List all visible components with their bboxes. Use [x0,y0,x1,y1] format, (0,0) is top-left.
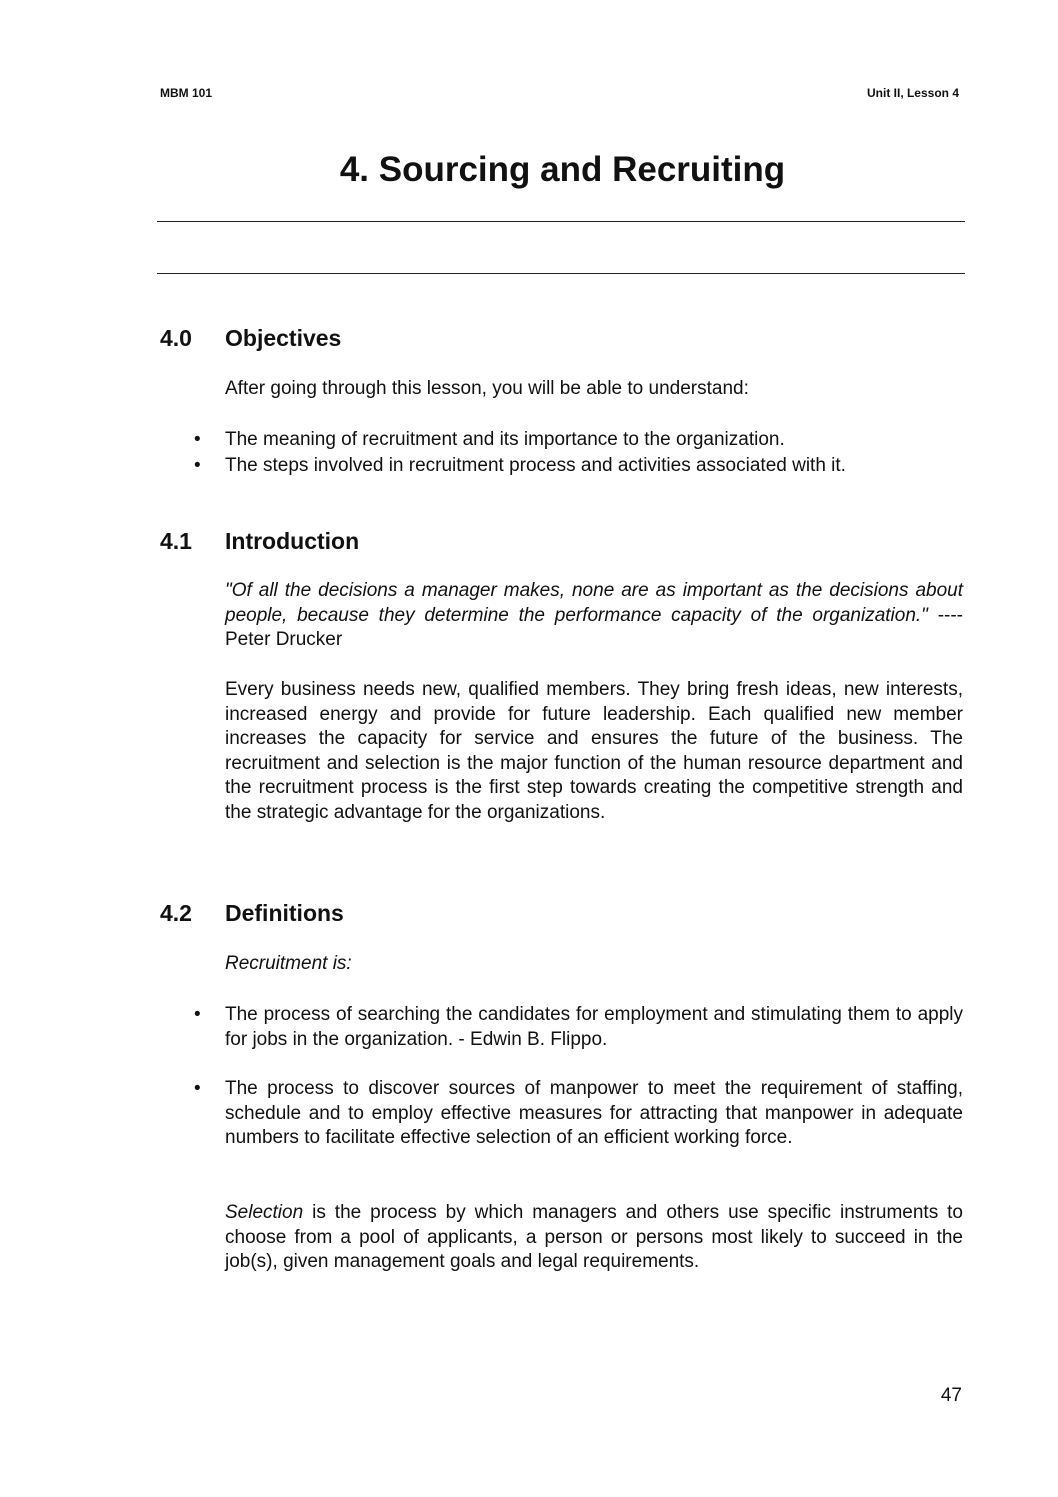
definition-bullet-2: The process to discover sources of manpower to meet the requirement of staffing, schedule and to employ effective measures for attracting that manpower in adequate numbers to facilitate effective selection of an efficient working force. [225,1078,963,1148]
section-title-introduction: Introduction [225,528,360,554]
bullet-icon: • [194,429,201,450]
page-title: 4. Sourcing and Recruiting [339,150,786,189]
objectives-bullet-1: The meaning of recruitment and its importance to the organization. [225,429,785,450]
section-title-objectives: Objectives [225,325,342,351]
bullet-icon: • [194,455,201,476]
selection-text: is the process by which managers and others use specific instruments to choose from a pool of applicants, a person or persons most likely to succeed in the job(s), given management goals and legal requirements. [225,1202,963,1272]
introduction-paragraph: Every business needs new, qualified members. They bring fresh ideas, new interests, increased energy and provide for future leadership. Each qualified new member increases the capacity for service and ensures the future of the business. The recruitment and selection is the major function of the human resource department and the recruitment process is the first step towards creating the competitive strength and the strategic advantage for the organizations. [225,679,963,823]
section-title-definitions: Definitions [225,900,344,926]
recruitment-lead: Recruitment is: [225,953,352,974]
section-number-definitions: 4.2 [160,900,192,926]
course-code: MBM 101 [160,86,213,100]
quote-author: ---- Peter Drucker [225,604,963,650]
page-number: 47 [940,1385,962,1406]
objectives-intro: After going through this lesson, you will be able to understand: [225,378,749,399]
selection-definition [225,1201,963,1275]
bullet-icon: • [194,1004,201,1025]
bullet-icon: • [194,1078,201,1099]
introduction-quote-block [225,579,963,653]
drucker-quote: "Of all the decisions a manager makes, none are as important as the decisions about people, because they determine the performance capacity of the organization." [225,580,963,626]
selection-term: Selection [225,1202,304,1223]
section-number-introduction: 4.1 [160,528,192,554]
unit-lesson-label: Unit II, Lesson 4 [866,86,959,100]
title-rule-top [157,221,965,222]
definition-bullet-1: The process of searching the candidates for employment and stimulating them to apply for jobs in the organization. - Edwin B. Flippo. [225,1004,963,1050]
objectives-bullet-2: The steps involved in recruitment process and activities associated with it. [225,455,846,476]
title-rule-bottom [157,273,965,274]
section-number-objectives: 4.0 [160,325,192,351]
